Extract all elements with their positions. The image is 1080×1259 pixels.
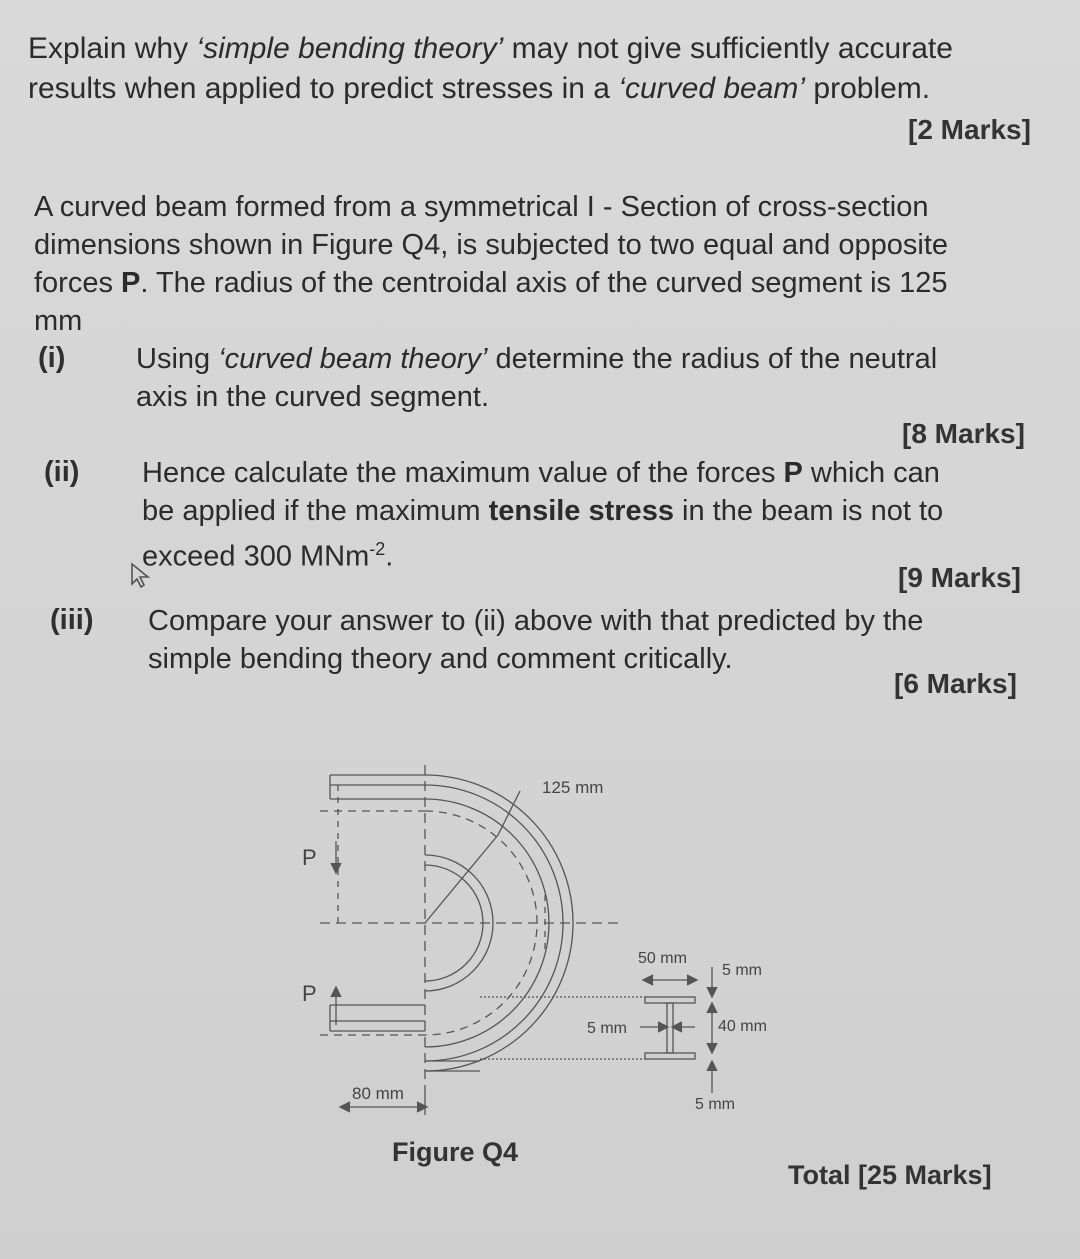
bold-text: tensile stress xyxy=(488,495,674,527)
width-dimension-label: 80 mm xyxy=(352,1084,404,1103)
text-segment: determine the radius of the neutral xyxy=(487,343,938,375)
text-segment: which can xyxy=(802,457,940,489)
emphasis-text: ‘simple bending theory’ xyxy=(196,32,504,65)
force-label-bottom: P xyxy=(302,981,317,1006)
part-i-marks: [8 Marks] xyxy=(902,418,1025,449)
explain-line-1 xyxy=(28,30,953,68)
intro-line-3 xyxy=(34,264,947,302)
text-segment: Hence calculate the maximum value of the forces xyxy=(142,457,784,489)
web-thickness-label: 5 mm xyxy=(587,1020,627,1037)
text-segment: forces xyxy=(34,267,122,299)
text-segment: results when applied to predict stresses in a xyxy=(28,72,619,105)
flange-width-label: 50 mm xyxy=(638,950,687,967)
part-ii-label: (ii) xyxy=(44,456,80,488)
explain-marks: [2 Marks] xyxy=(908,114,1031,145)
force-symbol: P xyxy=(783,457,803,489)
part-iii-line-1: Compare your answer to (ii) above with that predicted by the xyxy=(148,605,924,637)
total-marks: Total [25 Marks] xyxy=(788,1160,992,1190)
force-symbol: P xyxy=(121,267,141,299)
figure-q4-drawing xyxy=(290,755,790,1125)
text-segment: be applied if the maximum xyxy=(142,495,489,527)
emphasis-text: ‘curved beam theory’ xyxy=(218,343,488,375)
part-i-line-1 xyxy=(136,340,937,378)
intro-line-1: A curved beam formed from a symmetrical I - Section of cross-section xyxy=(34,191,929,223)
figure-caption: Figure Q4 xyxy=(392,1137,519,1167)
i-section-bottom-flange xyxy=(645,1053,695,1059)
intro-line-4: mm xyxy=(34,305,83,337)
depth-label: 40 mm xyxy=(718,1018,767,1035)
i-section-top-flange xyxy=(645,997,695,1003)
part-ii-line-3 xyxy=(142,530,393,576)
text-segment: problem. xyxy=(805,72,931,105)
text-segment: may not give sufficiently accurate xyxy=(503,32,953,65)
flange-top-thickness-label: 5 mm xyxy=(722,962,762,979)
flange-bottom-thickness-label: 5 mm xyxy=(695,1096,735,1113)
text-segment: in the beam is not to xyxy=(673,495,944,527)
radius-line xyxy=(425,835,498,923)
text-segment: . xyxy=(385,540,394,573)
superscript: -2 xyxy=(369,539,386,559)
intro-line-2: dimensions shown in Figure Q4, is subjected to two equal and opposite xyxy=(34,229,949,261)
part-ii-marks: [9 Marks] xyxy=(898,562,1021,593)
text-segment: . The radius of the centroidal axis of the curved segment is 125 xyxy=(140,267,948,299)
part-iii-line-2: simple bending theory and comment critically. xyxy=(148,643,733,675)
force-label-top: P xyxy=(302,845,317,870)
explain-line-2 xyxy=(28,70,930,108)
part-iii-marks: [6 Marks] xyxy=(894,668,1017,699)
part-i-line-2: axis in the curved segment. xyxy=(136,381,490,413)
text-segment: Using xyxy=(136,343,219,375)
part-i-label: (i) xyxy=(38,342,66,374)
figure-q4 xyxy=(290,755,790,1125)
part-ii-line-2 xyxy=(142,492,943,530)
emphasis-text: ‘curved beam’ xyxy=(618,72,806,105)
part-ii-line-1 xyxy=(142,454,940,492)
part-iii-label: (iii) xyxy=(50,604,94,636)
i-section-web xyxy=(667,1003,673,1053)
radius-label: 125 mm xyxy=(542,778,604,797)
text-segment: exceed 300 MNm xyxy=(142,540,370,573)
text-segment: Explain why xyxy=(28,32,197,65)
mouse-cursor-icon xyxy=(130,562,152,593)
